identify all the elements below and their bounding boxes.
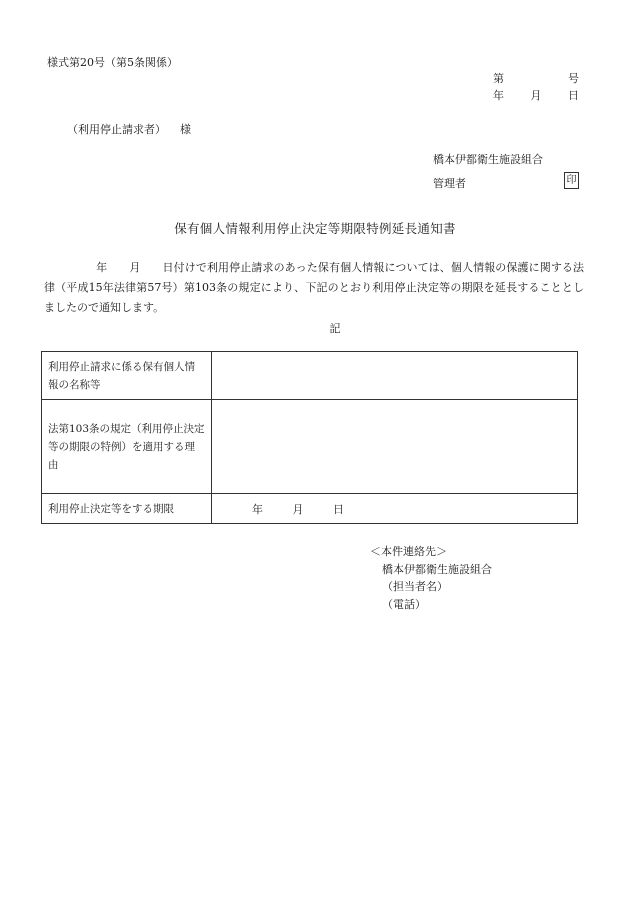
body-paragraph xyxy=(44,258,584,318)
document-title: 保有個人情報利用停止決定等期限特例延長通知書 xyxy=(174,221,456,236)
row-label-info-name: 利用停止請求に係る保有個人情報の名称等 xyxy=(42,352,212,400)
recipient-honorific: 様 xyxy=(180,123,191,136)
deadline-date xyxy=(212,501,370,517)
sender-organization: 橋本伊都衛生施設組合 xyxy=(433,153,543,166)
contact-phone: （電話） xyxy=(382,597,426,611)
body-year: 年 xyxy=(96,261,108,274)
recipient-name: （利用停止請求者） xyxy=(67,123,166,136)
doc-date-day: 日 xyxy=(568,89,579,102)
sender-role: 管理者 xyxy=(433,177,466,190)
row-value-deadline[interactable] xyxy=(212,494,578,524)
deadline-day: 日 xyxy=(333,502,344,516)
doc-number-suffix: 号 xyxy=(568,72,579,85)
contact-organization: 橋本伊都衛生施設組合 xyxy=(382,562,492,576)
doc-date-year: 年 xyxy=(493,89,504,102)
contact-header: ＜本件連絡先＞ xyxy=(370,545,447,558)
table-row xyxy=(42,400,578,494)
row-value-info-name[interactable] xyxy=(212,352,578,400)
recipient xyxy=(67,121,191,137)
doc-number-prefix: 第 xyxy=(493,72,504,85)
ki-heading: 記 xyxy=(329,322,341,335)
deadline-year: 年 xyxy=(252,502,263,516)
row-label-reason: 法第103条の規定（利用停止決定等の期限の特例）を適用する理由 xyxy=(42,400,212,494)
table-row xyxy=(42,494,578,524)
doc-date-month: 月 xyxy=(530,89,542,102)
seal-mark: 印 xyxy=(564,172,579,189)
body-text: 日付けで利用停止請求のあった保有個人情報については、個人情報の保護に関する法律（平成15年法律第57号）第103条の規定により、下記のとおり利用停止決定等の期限を延長することとしましたので通知します。 xyxy=(44,261,585,314)
contact-block xyxy=(370,543,492,613)
body-month: 月 xyxy=(129,261,141,274)
row-value-reason[interactable] xyxy=(212,400,578,494)
contact-person: （担当者名） xyxy=(382,580,448,593)
deadline-month: 月 xyxy=(292,502,304,516)
row-label-deadline: 利用停止決定等をする期限 xyxy=(42,494,212,524)
document-number-line xyxy=(493,70,579,86)
table-row xyxy=(42,352,578,400)
document-date-line xyxy=(493,87,579,103)
form-number: 様式第20号（第5条関係） xyxy=(47,56,178,69)
detail-table xyxy=(41,351,578,524)
